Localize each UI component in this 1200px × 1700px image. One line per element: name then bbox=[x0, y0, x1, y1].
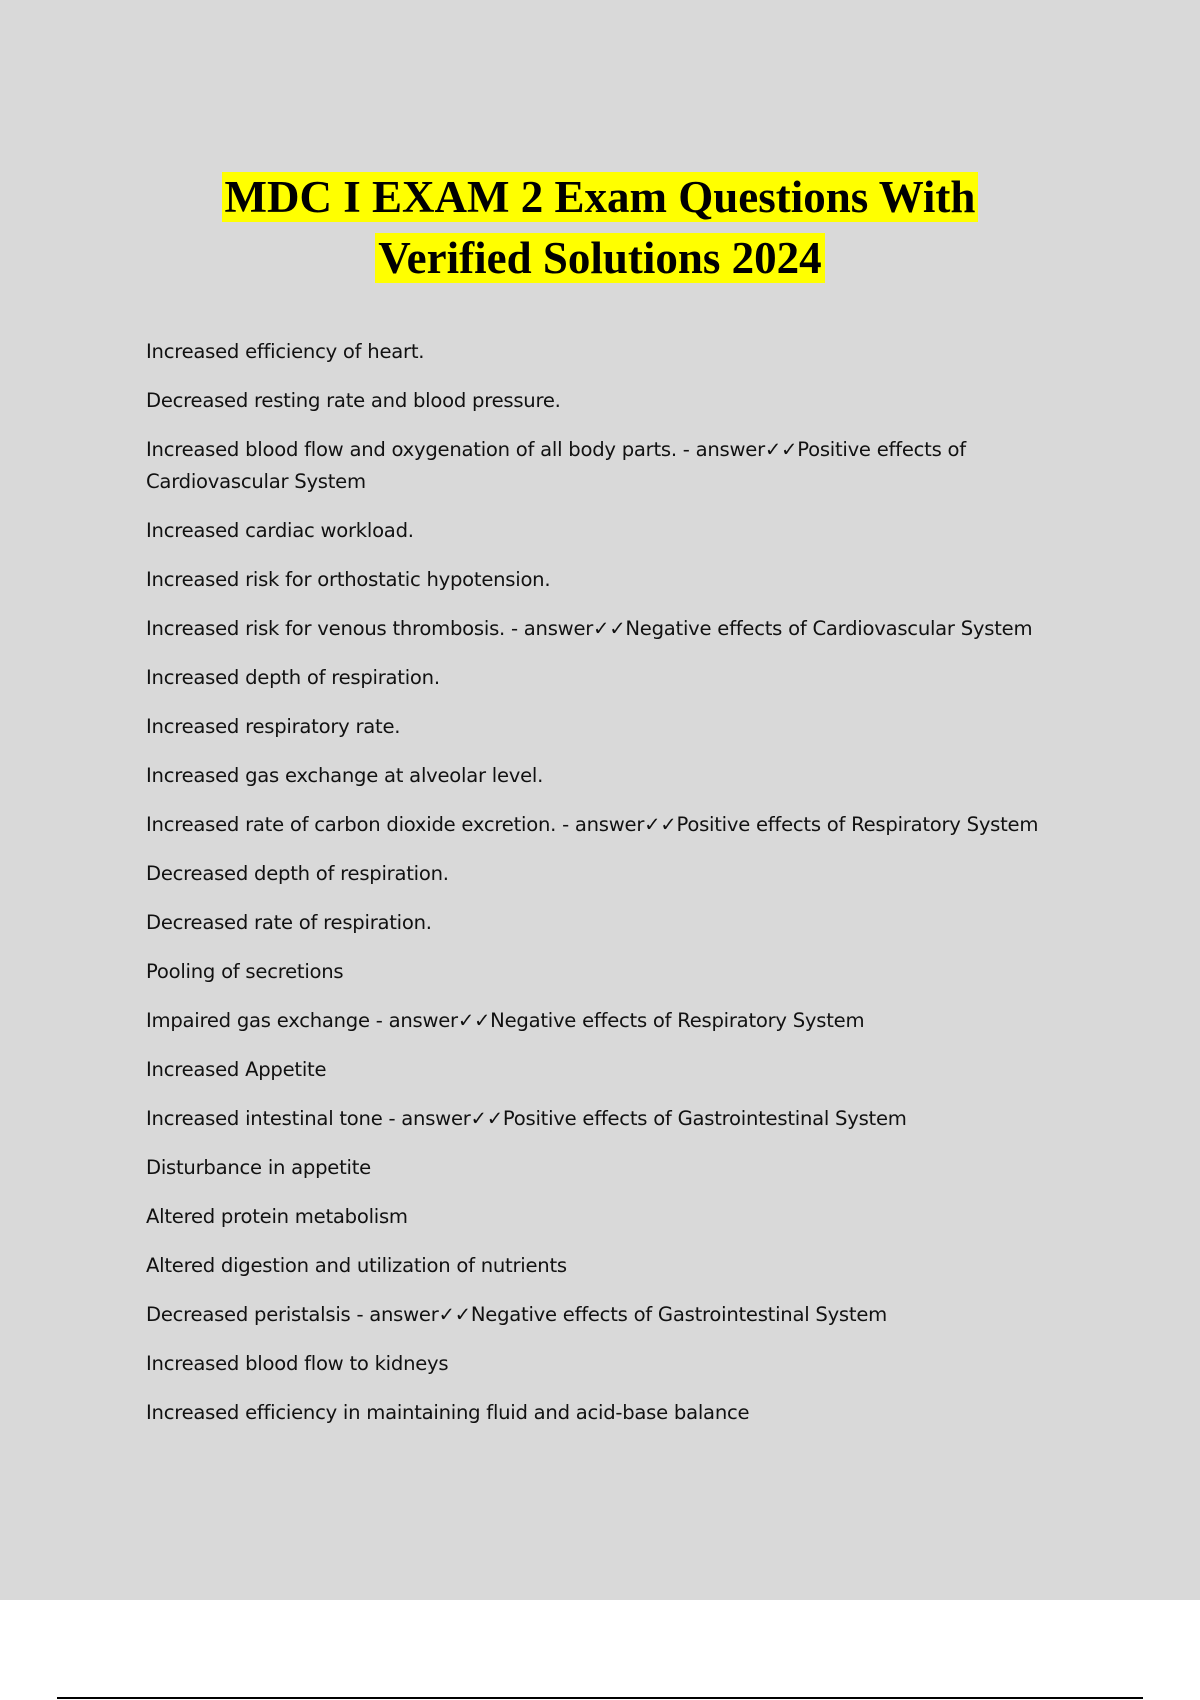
text-line: Increased intestinal tone - answer✓✓Positive effects of Gastrointestinal System bbox=[146, 1107, 907, 1130]
text-line: Pooling of secretions bbox=[146, 960, 344, 983]
text-line: Decreased resting rate and blood pressure. bbox=[146, 389, 561, 412]
title-line-1: MDC I EXAM 2 Exam Questions With bbox=[222, 172, 979, 222]
text-line: Increased respiratory rate. bbox=[146, 715, 401, 738]
text-line: Increased blood flow to kidneys bbox=[146, 1352, 449, 1375]
text-line: Increased risk for venous thrombosis. - answer✓✓Negative effects of Cardiovascular System bbox=[146, 617, 1033, 640]
text-line: Increased rate of carbon dioxide excretion. - answer✓✓Positive effects of Respiratory System bbox=[146, 813, 1039, 836]
text-line: Altered protein metabolism bbox=[146, 1205, 408, 1228]
text-line: Increased efficiency in maintaining fluid and acid-base balance bbox=[146, 1401, 750, 1424]
text-line: Increased depth of respiration. bbox=[146, 666, 440, 689]
footer-divider bbox=[57, 1697, 1143, 1699]
title-line-2: Verified Solutions 2024 bbox=[375, 233, 824, 283]
text-line: Disturbance in appetite bbox=[146, 1156, 371, 1179]
document-body bbox=[146, 336, 1086, 1446]
text-line: Increased gas exchange at alveolar level. bbox=[146, 764, 544, 787]
text-line: Decreased peristalsis - answer✓✓Negative effects of Gastrointestinal System bbox=[146, 1303, 887, 1326]
page-title bbox=[0, 167, 1200, 289]
text-line: Decreased depth of respiration. bbox=[146, 862, 449, 885]
text-line: Increased efficiency of heart. bbox=[146, 340, 425, 363]
text-line: Altered digestion and utilization of nutrients bbox=[146, 1254, 567, 1277]
text-line: Increased risk for orthostatic hypotension. bbox=[146, 568, 551, 591]
text-line: Decreased rate of respiration. bbox=[146, 911, 432, 934]
text-line: Increased blood flow and oxygenation of all body parts. - answer✓✓Positive effects of Cardiovascular System bbox=[146, 438, 966, 493]
text-line: Impaired gas exchange - answer✓✓Negative effects of Respiratory System bbox=[146, 1009, 865, 1032]
text-line: Increased Appetite bbox=[146, 1058, 327, 1081]
text-line: Increased cardiac workload. bbox=[146, 519, 414, 542]
